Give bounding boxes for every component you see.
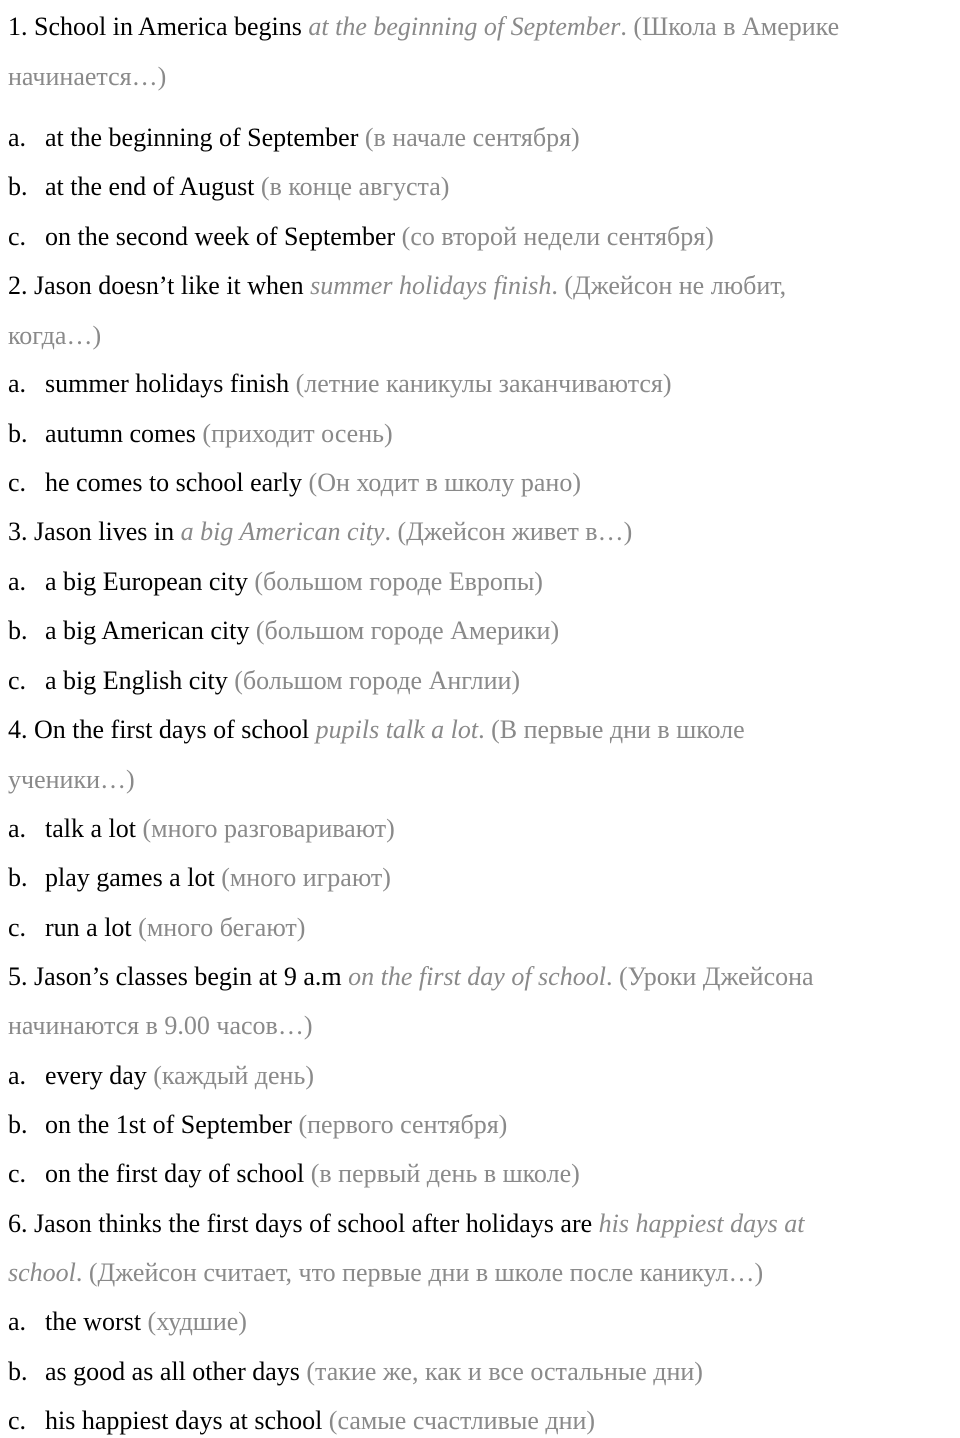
- option-text: a big European city: [45, 567, 248, 596]
- option-5a: [8, 1061, 314, 1091]
- option-translation: (такие же, как и все остальные дни): [306, 1357, 703, 1386]
- option-6c: [8, 1406, 595, 1436]
- option-text: at the beginning of September: [45, 123, 359, 152]
- option-6b: [8, 1357, 703, 1387]
- option-translation: (самые счастливые дни): [328, 1406, 596, 1435]
- option-translation: (большом городе Европы): [254, 567, 543, 596]
- question-text: 5. Jason’s classes begin at 9 a.m: [8, 962, 349, 991]
- option-4c: [8, 913, 305, 943]
- translation: когда…): [8, 321, 102, 350]
- option-letter: a.: [8, 814, 27, 843]
- option-text: play games a lot: [45, 863, 215, 892]
- option-text: the worst: [45, 1307, 142, 1336]
- option-translation: (в первый день в школе): [310, 1159, 580, 1188]
- translation: ученики…): [8, 765, 135, 794]
- question-4-line-2: [8, 765, 135, 795]
- option-2b: [8, 419, 393, 449]
- question-punct: .: [605, 962, 619, 991]
- option-translation: (Он ходит в школу рано): [308, 468, 581, 497]
- option-4a: [8, 814, 395, 844]
- option-5c: [8, 1159, 580, 1189]
- question-6-line-2: [8, 1258, 763, 1288]
- option-letter: a.: [8, 123, 27, 152]
- option-letter: c.: [8, 1406, 27, 1435]
- option-3b: [8, 616, 559, 646]
- option-2c: [8, 468, 581, 498]
- translation: начинается…): [8, 62, 167, 91]
- option-letter: c.: [8, 468, 27, 497]
- option-translation: (большом городе Америки): [255, 616, 560, 645]
- option-letter: c.: [8, 666, 27, 695]
- option-translation: (летние каникулы заканчиваются): [295, 369, 672, 398]
- translation: (Джейсон считает, что первые дни в школе после каникул…): [88, 1258, 764, 1287]
- option-letter: a.: [8, 1307, 27, 1336]
- option-translation: (приходит осень): [202, 419, 393, 448]
- answer-highlight: at the beginning of September: [308, 12, 621, 41]
- question-2-line-1: [8, 271, 786, 301]
- answer-highlight: summer holidays finish: [310, 271, 552, 300]
- question-text: 2. Jason doesn’t like it when: [8, 271, 311, 300]
- translation: (Джейсон не любит,: [564, 271, 787, 300]
- option-text: on the first day of school: [45, 1159, 305, 1188]
- question-5-line-1: [8, 962, 814, 992]
- question-4-line-1: [8, 715, 745, 745]
- option-translation: (первого сентября): [298, 1110, 508, 1139]
- option-text: every day: [45, 1061, 147, 1090]
- question-2-line-2: [8, 321, 101, 351]
- option-translation: (много бегают): [138, 913, 306, 942]
- question-1-line-2: [8, 62, 166, 92]
- option-text: he comes to school early: [45, 468, 303, 497]
- option-letter: a.: [8, 1061, 27, 1090]
- option-letter: b.: [8, 1110, 28, 1139]
- question-punct: .: [384, 517, 398, 546]
- question-1-line-1: [8, 12, 839, 42]
- option-letter: b.: [8, 419, 28, 448]
- option-1a: [8, 123, 580, 153]
- option-letter: a.: [8, 567, 27, 596]
- option-letter: b.: [8, 1357, 28, 1386]
- option-letter: b.: [8, 616, 28, 645]
- option-text: on the 1st of September: [45, 1110, 292, 1139]
- option-translation: (большом городе Англии): [234, 666, 521, 695]
- question-text: 1. School in America begins: [8, 12, 309, 41]
- option-translation: (каждый день): [153, 1061, 314, 1090]
- option-translation: (много разговаривают): [142, 814, 395, 843]
- answer-highlight: school: [8, 1258, 76, 1287]
- question-text: 3. Jason lives in: [8, 517, 181, 546]
- question-5-line-2: [8, 1011, 312, 1041]
- question-punct: .: [75, 1258, 89, 1287]
- question-3-line-1: [8, 517, 632, 547]
- option-translation: (со второй недели сентября): [401, 222, 714, 251]
- option-5b: [8, 1110, 507, 1140]
- option-text: a big American city: [45, 616, 250, 645]
- translation: (Школа в Америке: [633, 12, 840, 41]
- option-2a: [8, 369, 672, 399]
- answer-highlight: his happiest days at: [598, 1209, 805, 1238]
- translation: (Уроки Джейсона: [618, 962, 814, 991]
- option-3a: [8, 567, 543, 597]
- option-translation: (в конце августа): [260, 172, 450, 201]
- option-text: talk a lot: [45, 814, 136, 843]
- option-text: run a lot: [45, 913, 132, 942]
- question-punct: .: [551, 271, 565, 300]
- option-text: a big English city: [45, 666, 228, 695]
- translation: (В первые дни в школе: [491, 715, 745, 744]
- option-letter: b.: [8, 863, 28, 892]
- translation: начинаются в 9.00 часов…): [8, 1011, 313, 1040]
- option-text: at the end of August: [45, 172, 255, 201]
- option-letter: c.: [8, 1159, 27, 1188]
- answer-highlight: pupils talk a lot: [315, 715, 479, 744]
- question-text: 4. On the first days of school: [8, 715, 316, 744]
- question-punct: .: [478, 715, 492, 744]
- question-text: 6. Jason thinks the first days of school after holidays are: [8, 1209, 599, 1238]
- option-translation: (много играют): [221, 863, 391, 892]
- option-1c: [8, 222, 714, 252]
- option-3c: [8, 666, 520, 696]
- translation: (Джейсон живет в…): [397, 517, 633, 546]
- option-text: on the second week of September: [45, 222, 396, 251]
- option-letter: a.: [8, 369, 27, 398]
- option-letter: c.: [8, 913, 27, 942]
- option-text: autumn comes: [45, 419, 196, 448]
- option-4b: [8, 863, 391, 893]
- option-text: his happiest days at school: [45, 1406, 323, 1435]
- question-punct: .: [620, 12, 634, 41]
- answer-highlight: on the first day of school: [348, 962, 606, 991]
- answer-highlight: a big American city: [180, 517, 385, 546]
- option-6a: [8, 1307, 247, 1337]
- option-translation: (в начале сентября): [364, 123, 580, 152]
- question-6-line-1: [8, 1209, 805, 1239]
- option-text: summer holidays finish: [45, 369, 290, 398]
- option-letter: b.: [8, 172, 28, 201]
- option-letter: c.: [8, 222, 27, 251]
- option-translation: (худшие): [147, 1307, 247, 1336]
- option-text: as good as all other days: [45, 1357, 300, 1386]
- option-1b: [8, 172, 449, 202]
